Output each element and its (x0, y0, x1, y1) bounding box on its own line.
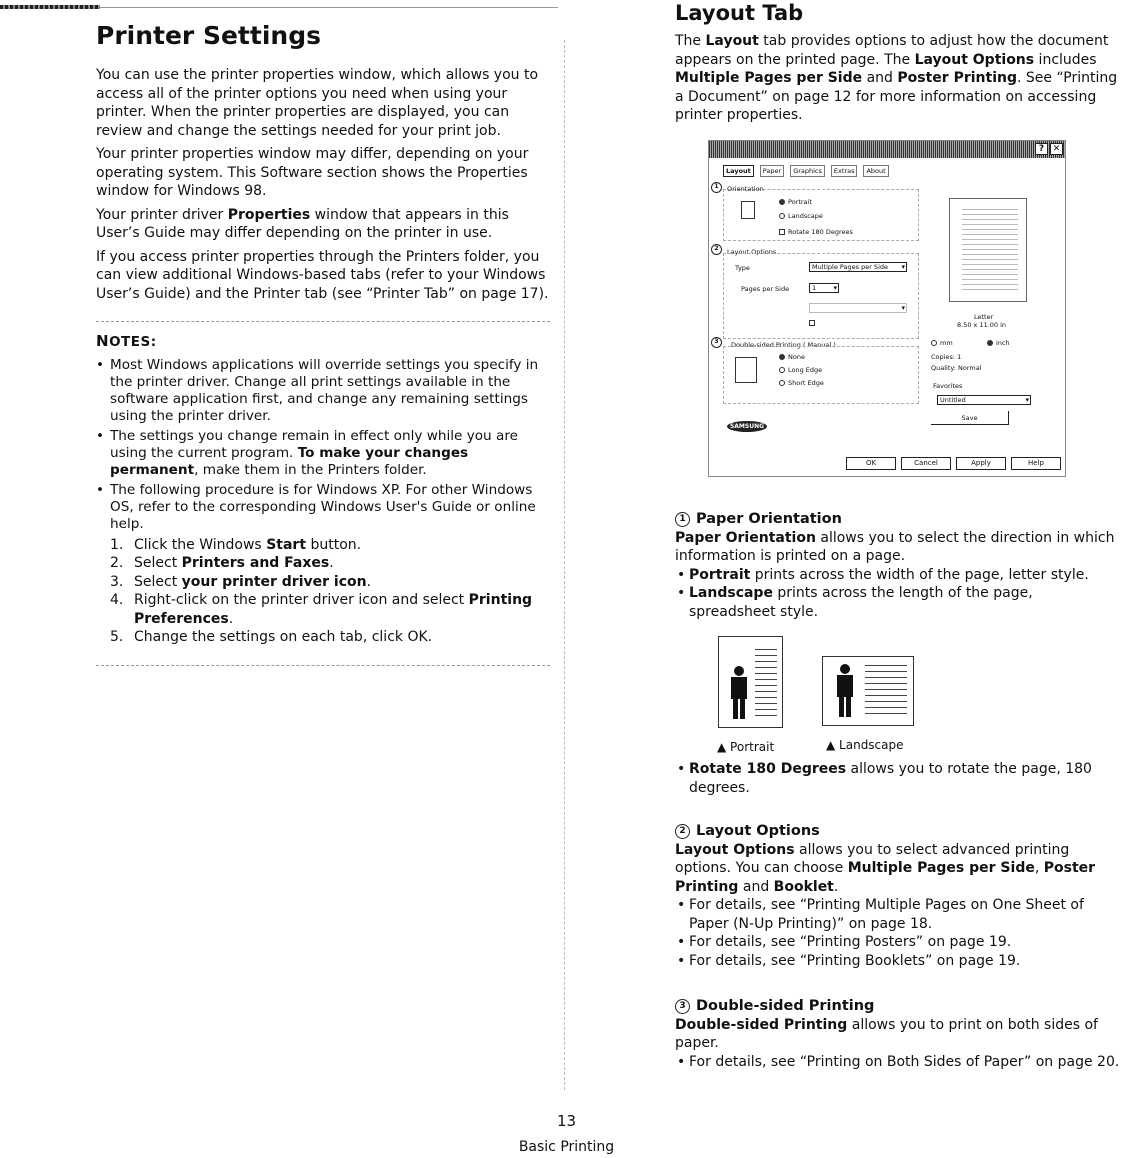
paragraph: Your printer driver Properties window that appears in this User’s Guide may differ depending on the printer in use. (96, 206, 509, 241)
favorites-select[interactable]: Untitled ▾ (937, 395, 1031, 405)
bullet-item: • For details, see “Printing Multiple Pages on One Sheet of Paper (N-Up Printing)” on page 18. (675, 896, 1123, 933)
paragraph: Paper Orientation allows you to select the direction in which information is printed on a page. (675, 529, 1115, 564)
portrait-radio[interactable]: Portrait (779, 198, 812, 206)
notes-heading: NOTES: (96, 332, 157, 350)
page-title: Printer Settings (96, 21, 321, 50)
right-column (675, 0, 1123, 125)
dialog-tabs (723, 165, 889, 177)
layout-options-section (675, 822, 1123, 970)
note-item: • Most Windows applications will override settings you specify in the printer driver. Change all print settings available in the software application first, and change any remaining settings using the printer driver. (96, 357, 550, 425)
page-preview (949, 198, 1027, 302)
top-rule (0, 5, 558, 8)
step-item: 4. Right-click on the printer driver icon and select Printing Preferences. (110, 592, 533, 627)
rotate-section (675, 760, 1123, 797)
orientation-label: Orientation (727, 185, 764, 193)
note-item: • The settings you change remain in effect only while you are using the current program. To make your changes permanent, make them in the Printers folder. (96, 428, 550, 479)
cancel-button[interactable]: Cancel (901, 457, 951, 470)
tab-layout[interactable]: Layout (723, 165, 754, 177)
pages-per-side-select[interactable]: 1 ▾ (809, 283, 839, 293)
paragraph: If you access printer properties through the Printers folder, you can view additional Windows-based tabs (refer to your Windows User’s Guide) and the Printer tab (see “Printer Tab” on page 17). (96, 248, 549, 302)
landscape-page-icon (822, 656, 914, 726)
short-edge-radio[interactable]: Short Edge (779, 379, 824, 387)
page-number: 13 (556, 1112, 577, 1130)
paragraph: Double-sided Printing allows you to print on both sides of paper. (675, 1016, 1098, 1051)
apply-button[interactable]: Apply (956, 457, 1006, 470)
callout-3: 3 (711, 337, 722, 348)
callout-2: 2 (711, 244, 722, 255)
layout-options-label: Layout Options (727, 248, 777, 256)
paragraph: You can use the printer properties window, which allows you to access all of the printer options you need when using your printer. When the printer properties are displayed, you can review and change the settings needed for your print job. (96, 67, 539, 139)
help-icon[interactable]: ? (1035, 143, 1048, 155)
help-button[interactable]: Help (1011, 457, 1061, 470)
column-divider (564, 40, 565, 1090)
section-title: Layout Tab (675, 1, 804, 25)
none-radio[interactable]: None (779, 353, 805, 361)
person-icon (727, 665, 751, 721)
footer-section: Basic Printing (518, 1139, 615, 1155)
type-select[interactable]: Multiple Pages per Side ▾ (809, 262, 907, 272)
portrait-caption: ▲ Portrait (717, 740, 775, 754)
landscape-radio[interactable]: Landscape (779, 212, 823, 220)
tab-paper[interactable]: Paper (760, 165, 784, 177)
bullet-item: • For details, see “Printing on Both Sides of Paper” on page 20. (675, 1053, 1123, 1072)
favorites-label: Favorites (933, 382, 963, 390)
tab-about[interactable]: About (863, 165, 888, 177)
number-icon: 3 (675, 999, 690, 1014)
bullet-item: • For details, see “Printing Booklets” on page 19. (675, 952, 1123, 971)
person-icon (833, 663, 857, 719)
inch-radio[interactable]: inch (987, 339, 1010, 347)
left-column (96, 20, 550, 666)
step-item: 2. Select Printers and Faxes. (110, 555, 334, 571)
number-icon: 1 (675, 512, 690, 527)
section-heading: 2 Layout Options (675, 822, 1123, 841)
intro-paragraph: The Layout tab provides options to adjust how the document appears on the printed page. The Layout Options includes Multiple Pages per Side and Poster Printing. See “Printing a Document” on page 12 for more information on accessing printer properties. (675, 33, 1118, 123)
double-sided-section (675, 997, 1123, 1071)
landscape-caption: ▲ Landscape (826, 738, 904, 752)
paragraph: Your printer properties window may differ, depending on your operating system. This Software section shows the Properties window for Windows 98. (96, 146, 529, 199)
quality-readout: Quality: Normal (931, 364, 982, 372)
bullet-item: • Rotate 180 Degrees allows you to rotate the page, 180 degrees. (675, 760, 1123, 797)
paragraph: Layout Options allows you to select advanced printing options. You can choose Multiple Pages per Side, Poster Printing and Booklet. (675, 841, 1096, 895)
mm-radio[interactable]: mm (931, 339, 953, 347)
close-icon[interactable]: ✕ (1050, 143, 1063, 155)
note-item: • The following procedure is for Windows XP. For other Windows OS, refer to the corresponding Windows User's Guide or online help. (96, 482, 550, 533)
section-heading: 3 Double-sided Printing (675, 997, 1123, 1016)
step-item: 5. Change the settings on each tab, click OK. (110, 629, 433, 645)
section-heading: 1 Paper Orientation (675, 510, 1123, 529)
bullet-item: • Portrait prints across the width of the page, letter style. (675, 566, 1123, 585)
portrait-page-icon (718, 636, 783, 728)
callout-1: 1 (711, 182, 722, 193)
disabled-select (809, 303, 907, 313)
paper-orientation-section (675, 510, 1123, 621)
steps-list (96, 536, 550, 647)
ok-button[interactable]: OK (846, 457, 896, 470)
tab-extras[interactable]: Extras (831, 165, 858, 177)
pages-per-side-label: Pages per Side (741, 285, 790, 293)
number-icon: 2 (675, 824, 690, 839)
tab-graphics[interactable]: Graphics (790, 165, 825, 177)
orientation-page-icon (741, 201, 755, 219)
save-button[interactable]: Save (931, 411, 1009, 425)
printer-properties-dialog (708, 140, 1066, 477)
copies-readout: Copies: 1 (931, 353, 962, 361)
dialog-titlebar (709, 141, 1065, 158)
type-label: Type (735, 264, 750, 272)
long-edge-radio[interactable]: Long Edge (779, 366, 822, 374)
duplex-label: Double-sided Printing ( Manual ) (731, 341, 836, 349)
paper-size-label: Letter (974, 313, 994, 321)
rotate-checkbox[interactable]: Rotate 180 Degrees (779, 228, 853, 236)
step-item: 1. Click the Windows Start button. (110, 536, 362, 553)
bullet-item: • For details, see “Printing Posters” on page 19. (675, 933, 1123, 952)
paper-dimensions: 8.50 x 11.00 in (957, 321, 1007, 329)
divider (96, 321, 550, 322)
step-item: 3. Select your printer driver icon. (110, 573, 372, 590)
divider (96, 665, 550, 666)
disabled-checkbox (809, 320, 815, 326)
samsung-logo: SAMSUNG (727, 421, 767, 432)
duplex-page-icon (735, 357, 757, 383)
bullet-item: • Landscape prints across the length of the page, spreadsheet style. (675, 584, 1123, 621)
